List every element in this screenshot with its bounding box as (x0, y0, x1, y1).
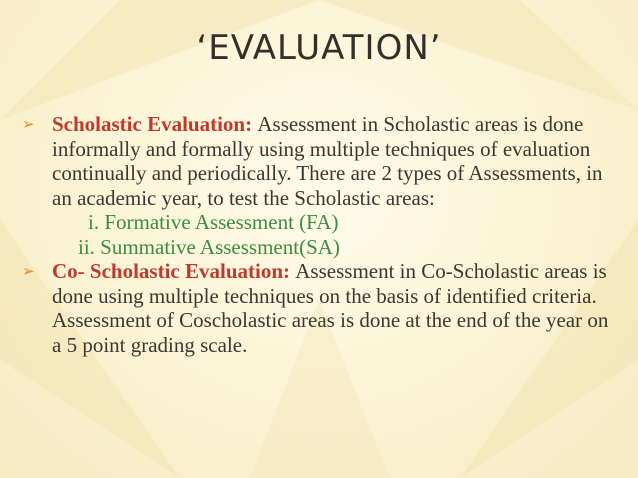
bullet-scholastic (22, 112, 622, 210)
slide-title: ‘EVALUATION’ (196, 28, 442, 68)
bullet-text: Assessment in Scholastic areas is done informally and formally using multiple techniques of evaluation continually and periodically. There are 2 types of Assessments, in an academic year, to test the Scholastic areas: (52, 112, 603, 210)
arrow-bullet-icon: ➢ (22, 115, 35, 133)
arrow-bullet-icon: ➢ (22, 262, 35, 280)
bullet-lead: Co- Scholastic Evaluation: (52, 259, 296, 283)
bullet-lead: Scholastic Evaluation: (52, 112, 258, 136)
slide-body (22, 112, 622, 357)
sub-item-formative: i. Formative Assessment (FA) (88, 210, 339, 234)
bullet-text: Assessment in Co-Scholastic areas is done using multiple techniques on the basis of identified criteria. Assessment of Coscholastic areas is done at the end of the year on a 5 point grading scale. (52, 259, 609, 357)
sub-item-summative: ii. Summative Assessment(SA) (78, 234, 340, 259)
bullet-co-scholastic (22, 259, 622, 357)
